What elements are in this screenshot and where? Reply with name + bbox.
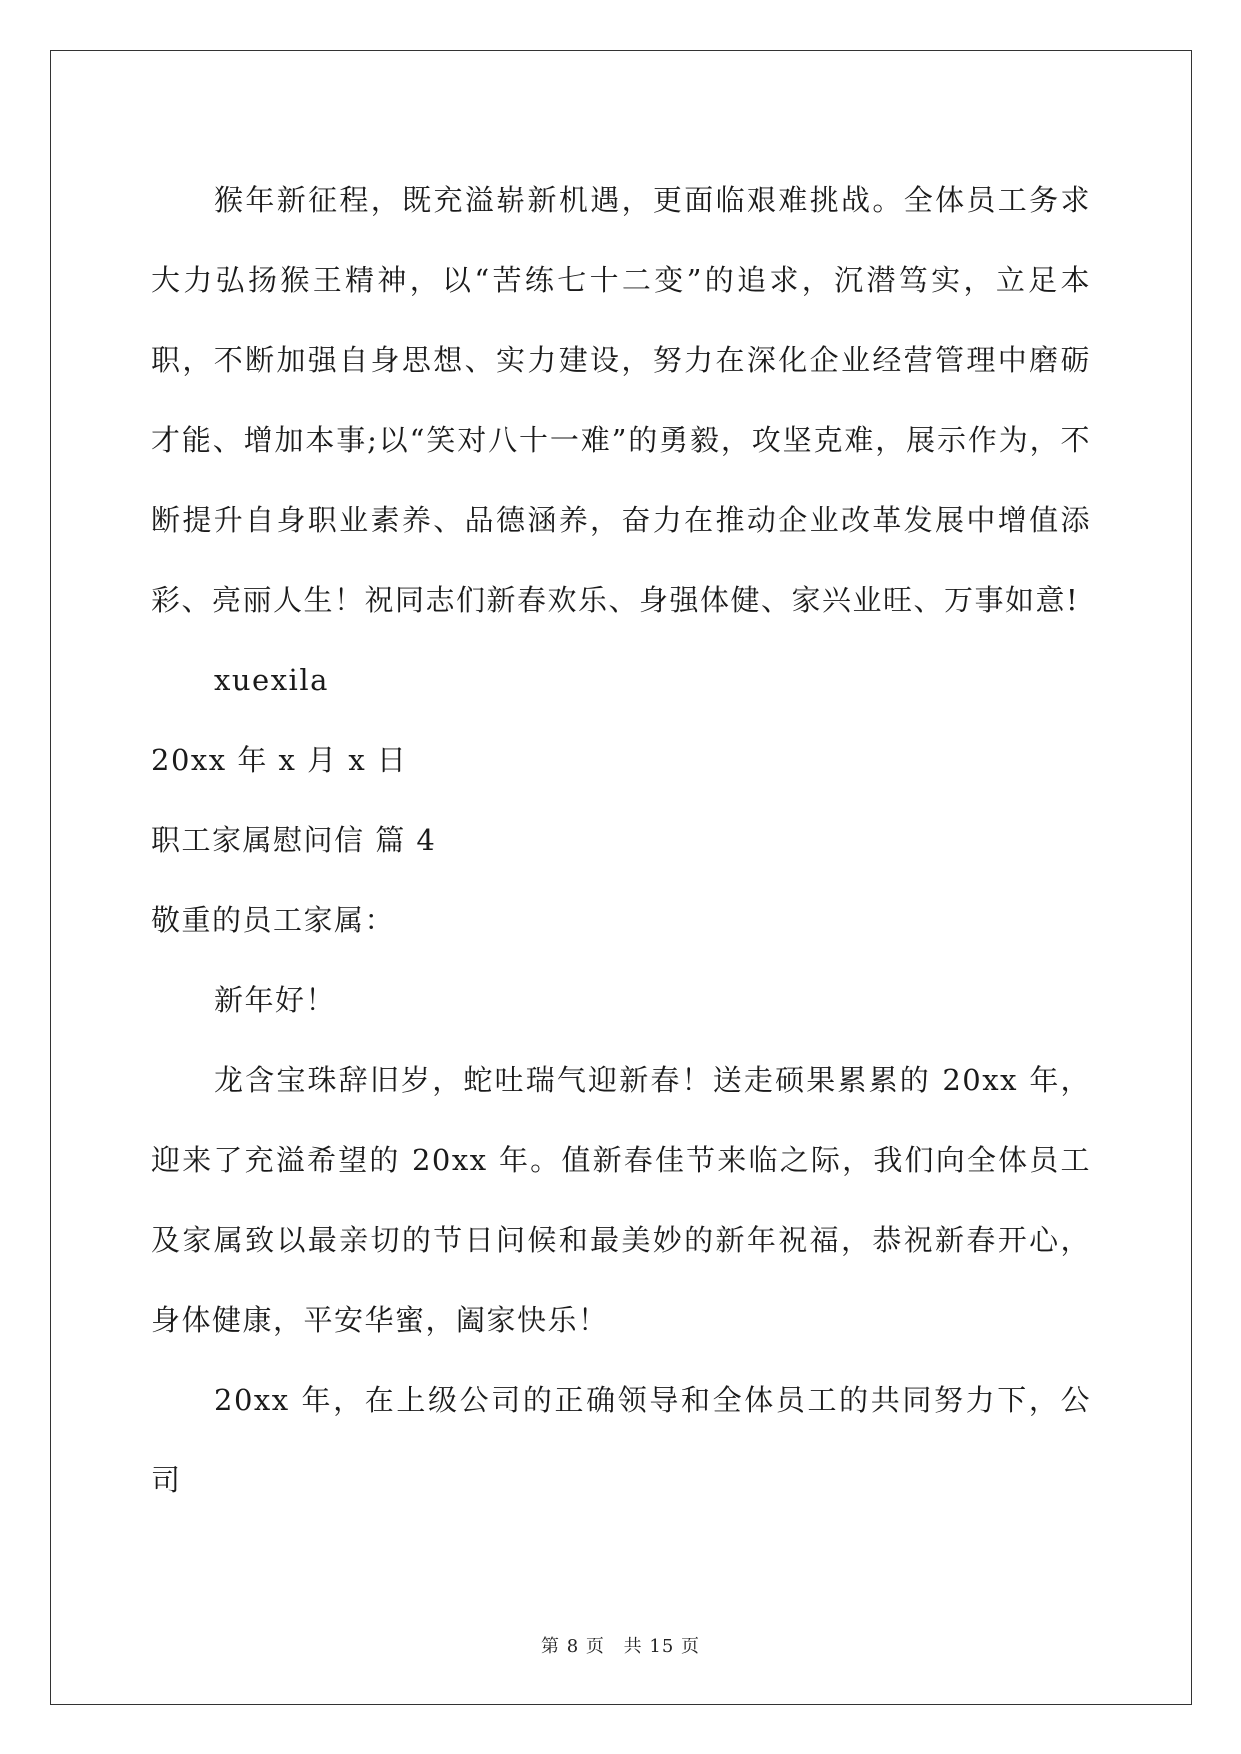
salutation: 敬重的员工家属： bbox=[151, 903, 396, 937]
section-title: 职工家属慰问信 篇 4 bbox=[151, 823, 437, 857]
paragraph-monkey-year: 猴年新征程，既充溢崭新机遇，更面临艰难挑战。全体员工务求大力弘扬猴王精神，以“苦练七十二变”的追求，沉潜笃实，立足本职，不断加强自身思想、实力建设，努力在深化企业经营管理中磨砺才能、增加本事;以“笑对八十一难”的勇毅，攻坚克难，展示作为，不断提升自身职业素养、品德涵养，奋力在推动企业改革发展中增值添彩、亮丽人生！祝同志们新春欢乐、身强体健、家兴业旺、万事如意! bbox=[151, 183, 1091, 617]
signature-date: 20xx 年 x 月 x 日 bbox=[151, 743, 408, 777]
page-footer bbox=[0, 1632, 1241, 1658]
greeting: 新年好！ bbox=[214, 983, 337, 1017]
paragraph-company-year: 20xx 年，在上级公司的正确领导和全体员工的共同努力下，公司 bbox=[151, 1383, 1091, 1497]
page-total: 共 15 页 bbox=[623, 1636, 700, 1657]
signature-name: xuexila bbox=[214, 663, 329, 697]
page-number: 第 8 页 bbox=[541, 1636, 605, 1657]
paragraph-new-year-wishes: 龙含宝珠辞旧岁，蛇吐瑞气迎新春！送走硕果累累的 20xx 年，迎来了充溢希望的 20xx 年。值新春佳节来临之际，我们向全体员工及家属致以最亲切的节日问候和最美妙的新年祝福，恭祝新春开心，身体健康，平安华蜜，阖家快乐！ bbox=[151, 1063, 1091, 1337]
document-body bbox=[151, 160, 1091, 1520]
